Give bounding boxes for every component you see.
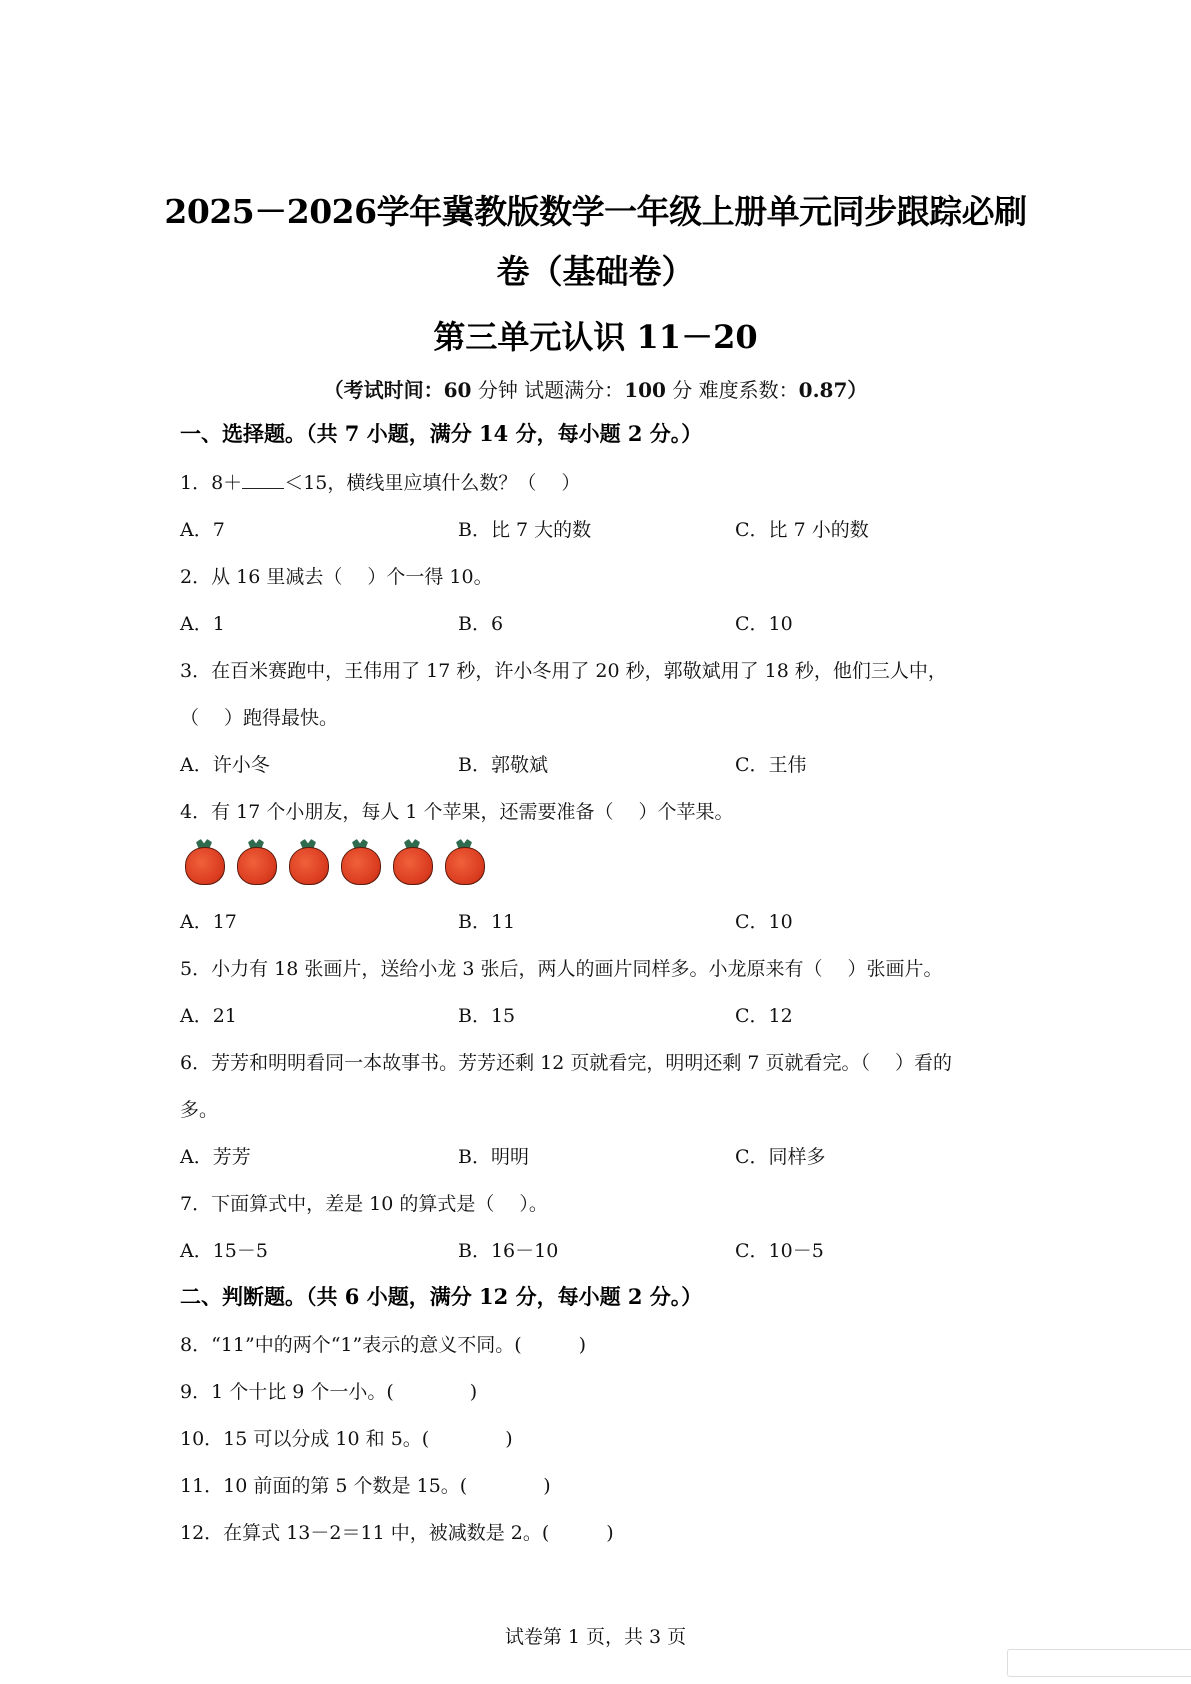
apple-icon (287, 838, 329, 884)
info-open-paren: （ (323, 378, 344, 402)
section-2-heading: 二、判断题。（共 6 小题，满分 12 分，每小题 2 分。） (180, 1284, 703, 1309)
q1-blank-line (242, 472, 284, 489)
question-9: 9．1 个十比 9 个一小。( ) (180, 1381, 478, 1403)
q7-option-c: C．10－5 (735, 1240, 824, 1262)
question-5: 5．小力有 18 张画片，送给小龙 3 张后，两人的画片同样多。小龙原来有（ ）张画片。 (180, 958, 943, 980)
q6-option-c: C．同样多 (735, 1146, 826, 1168)
info-close-paren: ） (847, 378, 868, 402)
question-1 (180, 468, 580, 495)
q5-option-a: A．21 (180, 1005, 237, 1027)
score-unit: 分 难度系数： (665, 378, 799, 402)
q1-option-b: B．比 7 大的数 (458, 519, 592, 541)
apple-icon (235, 838, 277, 884)
q2-option-a: A．1 (180, 613, 225, 635)
q4-option-a: A．17 (180, 911, 237, 933)
question-3-cont: （ ）跑得最快。 (180, 707, 339, 729)
q3-option-a: A．许小冬 (180, 754, 270, 776)
apple-picture (183, 838, 485, 884)
time-value: 60 (443, 378, 472, 402)
q5-option-c: C．12 (735, 1005, 793, 1027)
q3-option-b: B．郭敬斌 (458, 754, 548, 776)
question-11: 11．10 前面的第 5 个数是 15。( ) (180, 1475, 551, 1497)
watermark-box (1007, 1649, 1191, 1677)
q1-option-a: A．7 (180, 519, 225, 541)
apple-icon (391, 838, 433, 884)
q1-prefix: 1．8＋ (180, 472, 243, 494)
question-8: 8．“11”中的两个“1”表示的意义不同。( ) (180, 1334, 587, 1356)
time-label: 考试时间： (343, 378, 444, 402)
question-10: 10．15 可以分成 10 和 5。( ) (180, 1428, 513, 1450)
question-2: 2．从 16 里减去（ ）个一得 10。 (180, 566, 493, 588)
question-4: 4．有 17 个小朋友，每人 1 个苹果，还需要准备（ ）个苹果。 (180, 801, 734, 823)
time-unit: 分钟 试题满分： (471, 378, 625, 402)
q2-option-b: B．6 (458, 613, 504, 635)
question-6: 6．芳芳和明明看同一本故事书。芳芳还剩 12 页就看完，明明还剩 7 页就看完。（ ）看的 (180, 1052, 953, 1074)
apple-icon (443, 838, 485, 884)
exam-info (0, 374, 1191, 403)
title-line-1: 2025－2026学年冀教版数学一年级上册单元同步跟踪必刷 (164, 192, 1027, 231)
section-1-heading: 一、选择题。（共 7 小题，满分 14 分，每小题 2 分。） (180, 421, 703, 446)
q1-option-c: C．比 7 小的数 (735, 519, 869, 541)
q1-suffix: ＜15，横线里应填什么数？（ ） (284, 472, 581, 494)
difficulty-value: 0.87 (798, 378, 848, 402)
score-value: 100 (624, 378, 666, 402)
q5-option-b: B．15 (458, 1005, 516, 1027)
q7-option-a: A．15－5 (180, 1240, 268, 1262)
q2-option-c: C．10 (735, 613, 793, 635)
q6-option-b: B．明明 (458, 1146, 529, 1168)
page-footer: 试卷第 1 页，共 3 页 (504, 1626, 687, 1648)
question-7: 7．下面算式中，差是 10 的算式是（ ）。 (180, 1193, 548, 1215)
q3-option-c: C．王伟 (735, 754, 807, 776)
q4-option-c: C．10 (735, 911, 793, 933)
question-6-cont: 多。 (180, 1099, 219, 1121)
unit-title: 第三单元认识 11－20 (433, 318, 758, 356)
q7-option-b: B．16－10 (458, 1240, 559, 1262)
q6-option-a: A．芳芳 (180, 1146, 251, 1168)
title-line-2: 卷（基础卷） (496, 252, 695, 291)
apple-icon (339, 838, 381, 884)
q4-option-b: B．11 (458, 911, 516, 933)
question-3: 3．在百米赛跑中，王伟用了 17 秒，许小冬用了 20 秒，郭敬斌用了 18 秒，他们三人中， (180, 660, 947, 682)
apple-icon (183, 838, 225, 884)
question-12: 12．在算式 13－2＝11 中，被减数是 2。( ) (180, 1522, 614, 1544)
